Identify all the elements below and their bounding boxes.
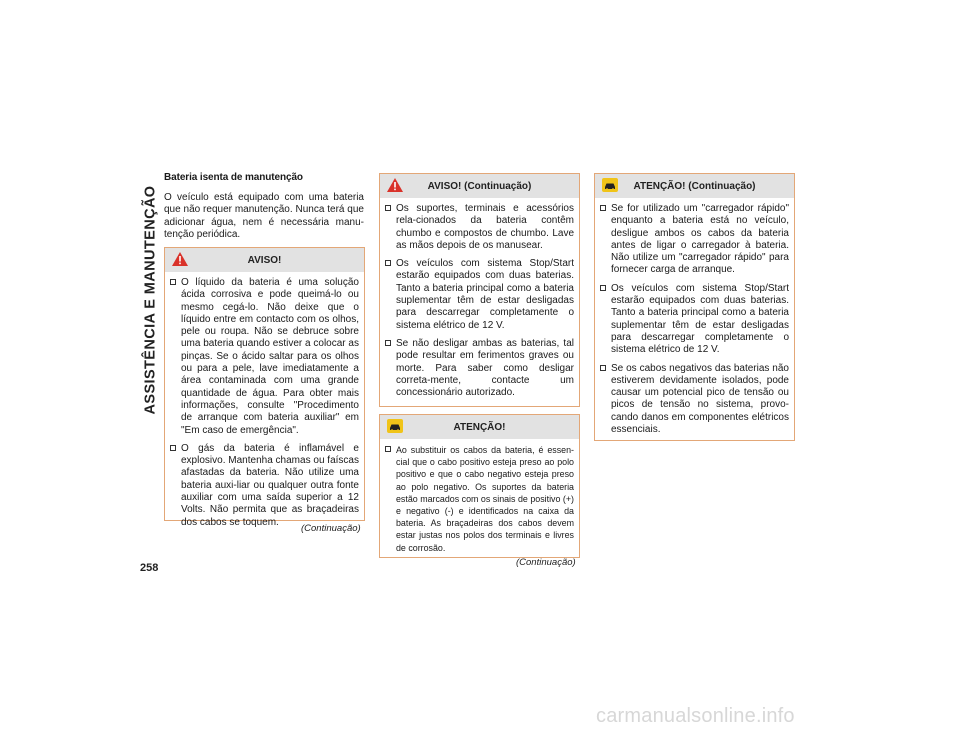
square-bullet-icon xyxy=(170,279,176,285)
caution-box-header xyxy=(380,415,579,439)
warning-triangle-icon xyxy=(386,177,404,196)
square-bullet-icon xyxy=(600,365,606,371)
list-item-text: Ao substituir os cabos da bateria, é essen-cial que o cabo positivo esteja preso ao polo positivo e que o cabo negativo esteja preso ao polo negativo. Os suportes da bateria estão marcados com os sinais de positivo (+) e negativo (-) e identificados na caixa da bateria. As braçadeiras dos cabos devem estar justas nos polos dos terminais e livres de corrosão. xyxy=(396,445,574,553)
list-item-text: O líquido da bateria é uma solução ácida corrosiva e pode queimá-lo ou mesmo cegá-lo. Não deixe que o líquido entre em contacto com os olhos, pele ou roupa. Não se debruce sobre uma bateria quando estiver a colocar as pinças. Se o ácido saltar para os olhos ou para a pele, lave imediatamente a área contaminada com uma grande quantidade de água. Para obter mais informações, consulte "Procedimento de arranque com bateria auxiliar" em "Em caso de emergência". xyxy=(181,277,359,436)
list-item-text: Os veículos com sistema Stop/Start estarão equipados com duas baterias. Tanto a bateria principal como a bateria suplementar têm de estar desligadas para descarregar completamente o sistema elétrico de 12 V. xyxy=(396,258,574,331)
list-item xyxy=(600,203,789,277)
caution-continued-header xyxy=(595,174,794,198)
section-heading: Bateria isenta de manutenção xyxy=(164,172,303,183)
warning-box-header xyxy=(165,248,364,272)
square-bullet-icon xyxy=(600,205,606,211)
list-item xyxy=(600,363,789,437)
caution-box-title: ATENÇÃO! xyxy=(453,421,506,433)
list-item xyxy=(385,258,574,332)
car-caution-icon xyxy=(601,177,619,196)
list-item-text: Os suportes, terminais e acessórios rela-cionados da bateria contêm chumbo e compostos de chumbo. Lave as mãos depois de os manusear. xyxy=(396,203,574,251)
list-item xyxy=(170,277,359,437)
square-bullet-icon xyxy=(385,205,391,211)
list-item-text: O gás da bateria é inflamável e explosivo. Mantenha chamas ou faíscas afastadas da bateria. Não utilize uma bateria auxi-liar ou qualquer outra fonte auxiliar com uma saída superior a 12 Volts. Não permita que as braçadeiras dos cabos se toquem. xyxy=(181,442,359,528)
list-item-text: Os veículos com sistema Stop/Start estarão equipados com duas baterias. Tanto a bateria principal como a bateria suplementar têm de estar desligadas para descarregar completamente o sistema elétrico de 12 V. xyxy=(611,282,789,356)
caution-box xyxy=(379,414,580,558)
warning-continued-header xyxy=(380,174,579,198)
continued-note: (Continuação) xyxy=(516,557,576,568)
list-item-text: Se os cabos negativos das baterias não estiverem devidamente isolados, pode causar um potencial pico de tensão ou picos de tensão no sistema, provo-cando danos em componentes elétricos essenciais. xyxy=(611,362,789,436)
page-number: 258 xyxy=(140,562,159,574)
list-item xyxy=(385,203,574,252)
column-1 xyxy=(164,172,364,242)
list-item xyxy=(385,444,574,554)
intro-paragraph: O veículo está equipado com uma bateria que não requer manutenção. Nunca terá que adicionar água, nem é necessária manu-tenção periódica. xyxy=(164,192,364,241)
caution-continued-title: ATENÇÃO! (Continuação) xyxy=(633,180,756,192)
square-bullet-icon xyxy=(170,445,176,451)
warning-continued-title: AVISO! (Continuação) xyxy=(427,180,532,192)
square-bullet-icon xyxy=(600,285,606,291)
list-item-text: Se não desligar ambas as baterias, tal pode resultar em ferimentos graves ou morte. Para saber como desligar correta-mente, contacte um concessionário autorizado. xyxy=(396,337,574,399)
list-item xyxy=(170,443,359,529)
warning-triangle-icon xyxy=(171,251,189,270)
square-bullet-icon xyxy=(385,260,391,266)
list-item-text: Se for utilizado um "carregador rápido" enquanto a bateria está no veículo, desligue ambos os cabos da bateria antes de ligar o carregador à bateria. Não utilize um "carregador rápido" para fornecer carga de arranque. xyxy=(611,203,789,276)
continued-note: (Continuação) xyxy=(301,523,361,534)
list-item xyxy=(600,283,789,357)
warning-continued-box xyxy=(379,173,580,407)
square-bullet-icon xyxy=(385,340,391,346)
watermark: carmanualsonline.info xyxy=(596,705,795,727)
warning-box-title: AVISO! xyxy=(247,254,282,266)
section-side-title-text: ASSISTÊNCIA E MANUTENÇÃO xyxy=(142,185,158,415)
list-item xyxy=(385,338,574,399)
section-side-title xyxy=(137,168,163,432)
caution-continued-box xyxy=(594,173,795,441)
warning-box xyxy=(164,247,365,528)
car-caution-icon xyxy=(386,418,404,437)
square-bullet-icon xyxy=(385,446,391,452)
